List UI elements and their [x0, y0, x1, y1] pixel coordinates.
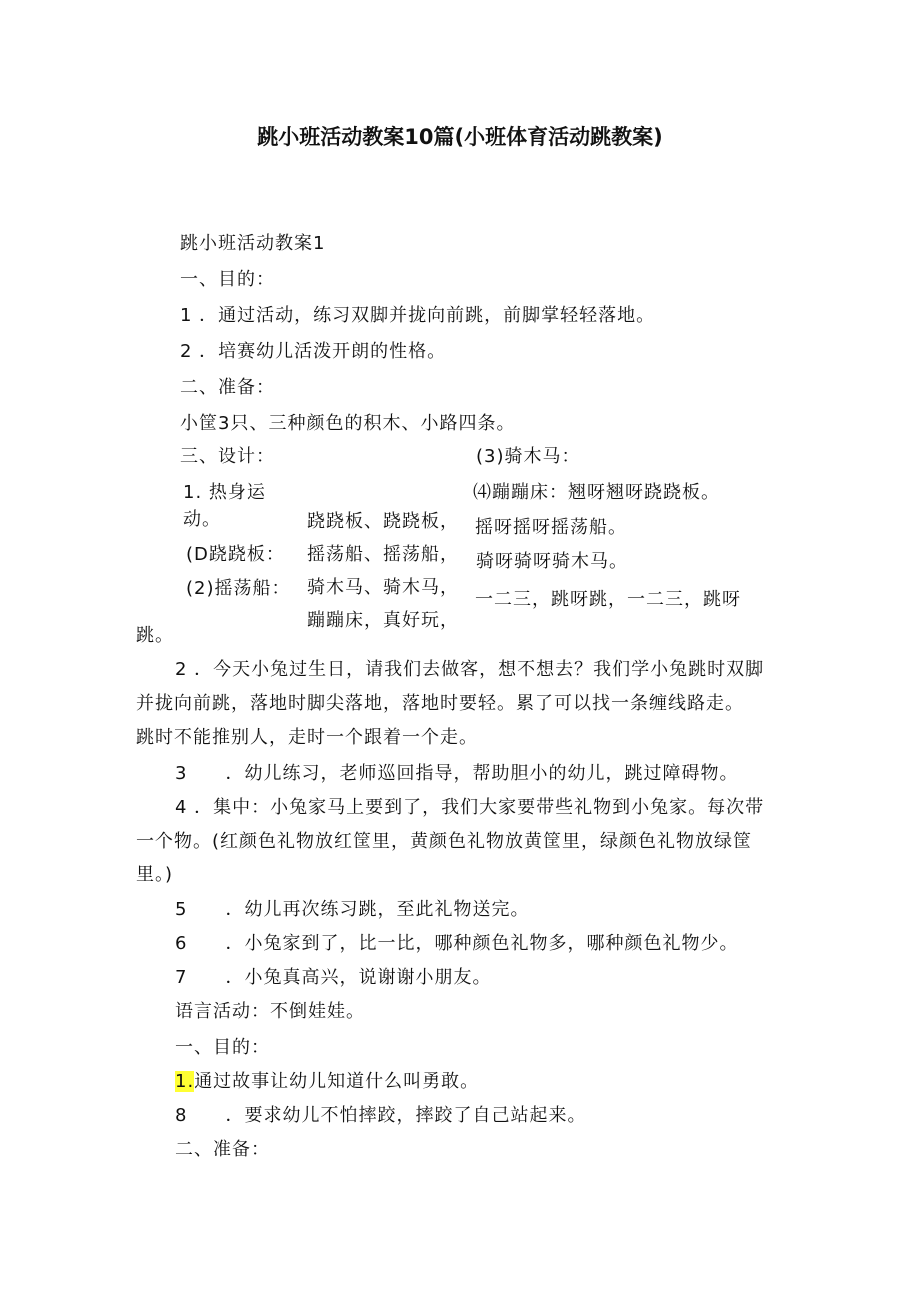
paragraph: 三、设计： [180, 446, 275, 467]
paragraph: ⑷蹦蹦床：翘呀翘呀跷跷板。 [473, 482, 720, 503]
paragraph: 二、准备： [180, 377, 275, 398]
paragraph: 小筐3只、三种颜色的积木、小路四条。 [180, 413, 516, 434]
section-heading: 跳小班活动教案1 [180, 233, 326, 254]
paragraph: 并拢向前跳，落地时脚尖落地，落地时要轻。累了可以找一条缠线路走。 [136, 693, 744, 714]
paragraph: 一、目的： [180, 269, 275, 290]
paragraph: 4 ．集中：小兔家马上要到了，我们大家要带些礼物到小兔家。每次带 [175, 797, 765, 818]
paragraph: 二、准备： [175, 1139, 270, 1160]
paragraph-text: 通过故事让幼儿知道什么叫勇敢。 [194, 1071, 480, 1092]
paragraph: (3)骑木马： [476, 446, 581, 467]
paragraph: 1. 热身运 [183, 482, 266, 503]
paragraph: 蹦蹦床，真好玩， [307, 610, 459, 631]
paragraph: 5 ．幼儿再次练习跳，至此礼物送完。 [175, 899, 530, 920]
paragraph: 1 ．通过活动，练习双脚并拢向前跳，前脚掌轻轻落地。 [180, 305, 656, 326]
paragraph: 一、目的： [175, 1037, 270, 1058]
highlighted-number: 1. [175, 1071, 195, 1092]
paragraph [175, 1071, 479, 1093]
paragraph: 7 ．小兔真高兴，说谢谢小朋友。 [175, 967, 492, 988]
paragraph: 骑呀骑呀骑木马。 [476, 551, 628, 572]
paragraph: 摇呀摇呀摇荡船。 [475, 517, 627, 538]
paragraph: 一二三，跳呀跳，一二三，跳呀 [475, 589, 741, 610]
paragraph: 跷跷板、跷跷板， [307, 511, 459, 532]
paragraph: 动。 [183, 509, 221, 530]
paragraph: 跳时不能推别人，走时一个跟着一个走。 [136, 727, 478, 748]
paragraph: 6 ．小兔家到了，比一比，哪种颜色礼物多，哪种颜色礼物少。 [175, 933, 739, 954]
paragraph: 2 ．今天小兔过生日，请我们去做客，想不想去？我们学小兔跳时双脚 [175, 659, 765, 680]
paragraph: 里。) [136, 864, 174, 885]
paragraph: 2 ．培赛幼儿活泼开朗的性格。 [180, 341, 447, 362]
paragraph: 一个物。(红颜色礼物放红筐里，黄颜色礼物放黄筐里，绿颜色礼物放绿筐 [136, 831, 753, 852]
paragraph: 骑木马、骑木马， [307, 577, 459, 598]
paragraph: 3 ．幼儿练习，老师巡回指导，帮助胆小的幼儿，跳过障碍物。 [175, 763, 739, 784]
paragraph: 8 ．要求幼儿不怕摔跤，摔跤了自己站起来。 [175, 1105, 587, 1126]
paragraph: 语言活动：不倒娃娃。 [175, 1001, 365, 1022]
paragraph: 跳。 [136, 625, 174, 646]
page-title: 跳小班活动教案10篇(小班体育活动跳教案) [257, 125, 663, 149]
paragraph: (D跷跷板： [186, 544, 285, 565]
paragraph: (2)摇荡船： [186, 578, 291, 599]
paragraph: 摇荡船、摇荡船， [307, 544, 459, 565]
